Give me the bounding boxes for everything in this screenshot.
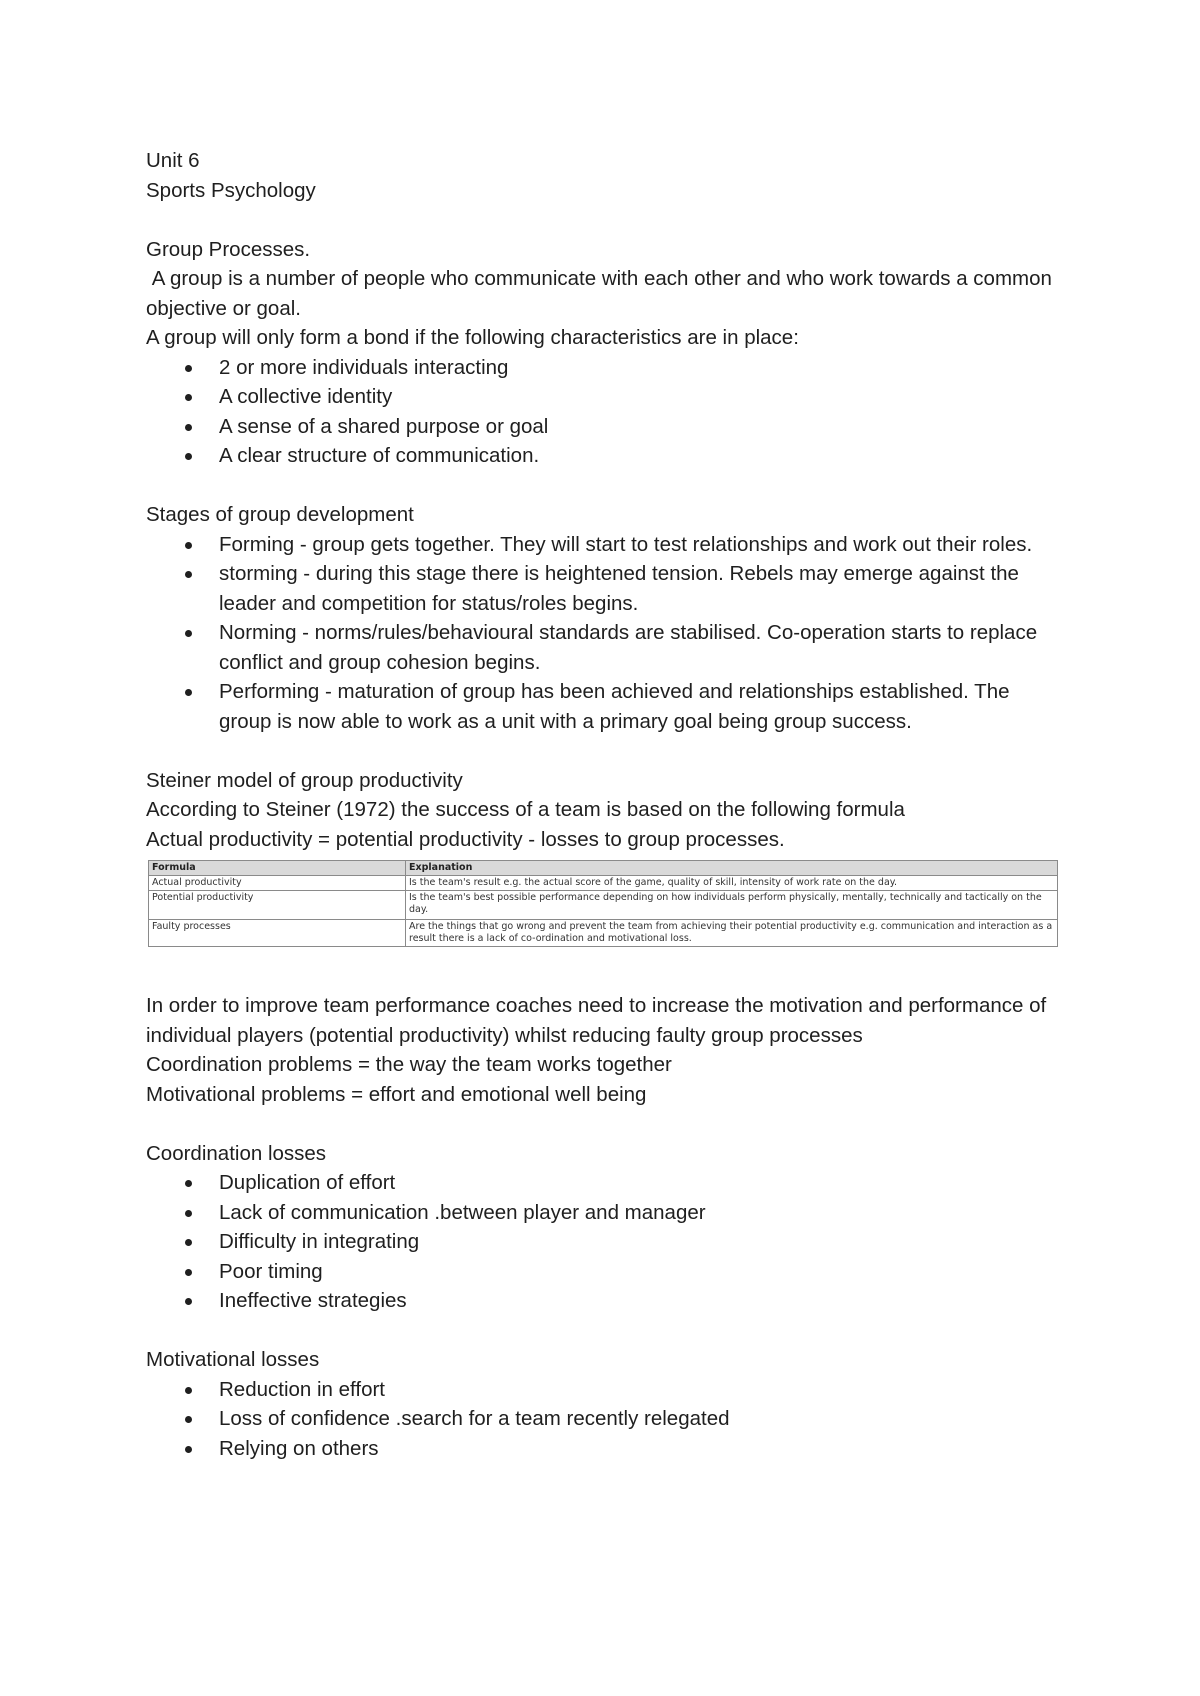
bullet-icon (185, 365, 192, 372)
list-item-text: A clear structure of communication. (219, 444, 540, 467)
list-item (146, 1434, 1066, 1464)
list-item (146, 530, 1066, 560)
spacer (146, 205, 1066, 235)
steiner-line-1: According to Steiner (1972) the success of a team is based on the following formula (146, 798, 905, 821)
coordination-losses-heading: Coordination losses (146, 1141, 327, 1165)
bullet-icon (185, 1298, 192, 1305)
list-item (146, 559, 1066, 618)
unit-title: Unit 6 (146, 149, 200, 172)
table-header-cell: Formula (149, 861, 406, 876)
bullet-icon (185, 571, 192, 578)
motivational-problems-line: Motivational problems = effort and emotional well being (146, 1082, 647, 1106)
list-item (146, 353, 1066, 383)
bullet-icon (185, 1180, 192, 1187)
steiner-heading: Steiner model of group productivity (146, 768, 463, 792)
list-item (146, 441, 1066, 471)
spacer (146, 1316, 1066, 1346)
list-item-text: A collective identity (219, 385, 393, 408)
spacer (146, 736, 1066, 766)
bullet-icon (185, 1239, 192, 1246)
coordination-problems-line: Coordination problems = the way the team works together (146, 1053, 672, 1076)
list-item-text: Duplication of effort (219, 1171, 396, 1194)
bullet-icon (185, 1210, 192, 1217)
bullet-icon (185, 1387, 192, 1394)
list-item-text: Forming - group gets together. They will start to test relationships and work out their roles. (219, 532, 1033, 556)
group-characteristics-list (146, 353, 1066, 471)
table-cell: Faulty processes (149, 920, 406, 947)
bullet-icon (185, 453, 192, 460)
stages-list (146, 530, 1066, 737)
stages-heading: Stages of group development (146, 503, 414, 526)
steiner-table (148, 860, 1058, 947)
list-item-text: Norming - norms/rules/behavioural standards are stabilised. Co-operation starts to replace conflict and group cohesion begins. (219, 621, 1038, 674)
table-cell: Actual productivity (149, 876, 406, 891)
spacer (146, 1109, 1066, 1139)
motivational-losses-list (146, 1375, 1066, 1464)
table-header-row (149, 861, 1058, 876)
list-item (146, 1286, 1066, 1316)
group-definition: A group is a number of people who communicate with each other and who work towards a common objective or goal. (146, 267, 1058, 320)
bullet-icon (185, 689, 192, 696)
list-item-text: 2 or more individuals interacting (219, 355, 509, 379)
list-item-text: Poor timing (219, 1259, 323, 1283)
motivational-losses-heading: Motivational losses (146, 1348, 320, 1371)
list-item-text: Lack of communication .between player and manager (219, 1200, 706, 1224)
list-item-text: storming - during this stage there is heightened tension. Rebels may emerge against the leader and competition for status/roles begins. (219, 562, 1019, 615)
list-item (146, 382, 1066, 412)
list-item-text: Performing - maturation of group has been achieved and relationships established. The group is now able to work as a unit with a primary goal being group success. (219, 680, 1010, 733)
list-item (146, 1168, 1066, 1198)
list-item-text: Loss of confidence .search for a team recently relegated (219, 1407, 730, 1430)
steiner-line-2: Actual productivity = potential productivity - losses to group processes. (146, 827, 785, 851)
list-item (146, 1375, 1066, 1405)
bullet-icon (185, 394, 192, 401)
subject-title: Sports Psychology (146, 178, 316, 202)
list-item-text: Reduction in effort (219, 1377, 386, 1401)
group-intro: A group will only form a bond if the following characteristics are in place: (146, 326, 799, 349)
spacer (146, 956, 1066, 991)
list-item-text: A sense of a shared purpose or goal (219, 414, 549, 438)
bullet-icon (185, 630, 192, 637)
coordination-losses-list (146, 1168, 1066, 1316)
bullet-icon (185, 542, 192, 549)
bullet-icon (185, 1269, 192, 1276)
group-processes-heading: Group Processes. (146, 237, 311, 261)
list-item (146, 412, 1066, 442)
steiner-table-image (148, 860, 1058, 956)
table-cell: Potential productivity (149, 891, 406, 920)
bullet-icon (185, 424, 192, 431)
table-cell: Is the team's best possible performance depending on how individuals perform physically, mentally, technically and tactically on the day. (406, 891, 1058, 920)
list-item (146, 1227, 1066, 1257)
list-item-text: Difficulty in integrating (219, 1230, 420, 1253)
table-row (149, 920, 1058, 947)
list-item (146, 618, 1066, 677)
list-item-text: Relying on others (219, 1436, 379, 1460)
list-item (146, 1257, 1066, 1287)
list-item (146, 1198, 1066, 1228)
table-cell: Are the things that go wrong and prevent the team from achieving their potential productivity e.g. communication and interaction as a result there is a lack of co-ordination and motivational loss. (406, 920, 1058, 947)
table-row (149, 891, 1058, 920)
list-item-text: Ineffective strategies (219, 1289, 407, 1312)
spacer (146, 471, 1066, 501)
list-item (146, 677, 1066, 736)
bullet-icon (185, 1416, 192, 1423)
bullet-icon (185, 1446, 192, 1453)
document-body (146, 146, 1066, 1463)
improve-paragraph: In order to improve team performance coaches need to increase the motivation and performance of individual players (potential productivity) whilst reducing faulty group processes (146, 994, 1052, 1047)
list-item (146, 1404, 1066, 1434)
table-cell: Is the team's result e.g. the actual score of the game, quality of skill, intensity of work rate on the day. (406, 876, 1058, 891)
table-row (149, 876, 1058, 891)
table-header-cell: Explanation (406, 861, 1058, 876)
